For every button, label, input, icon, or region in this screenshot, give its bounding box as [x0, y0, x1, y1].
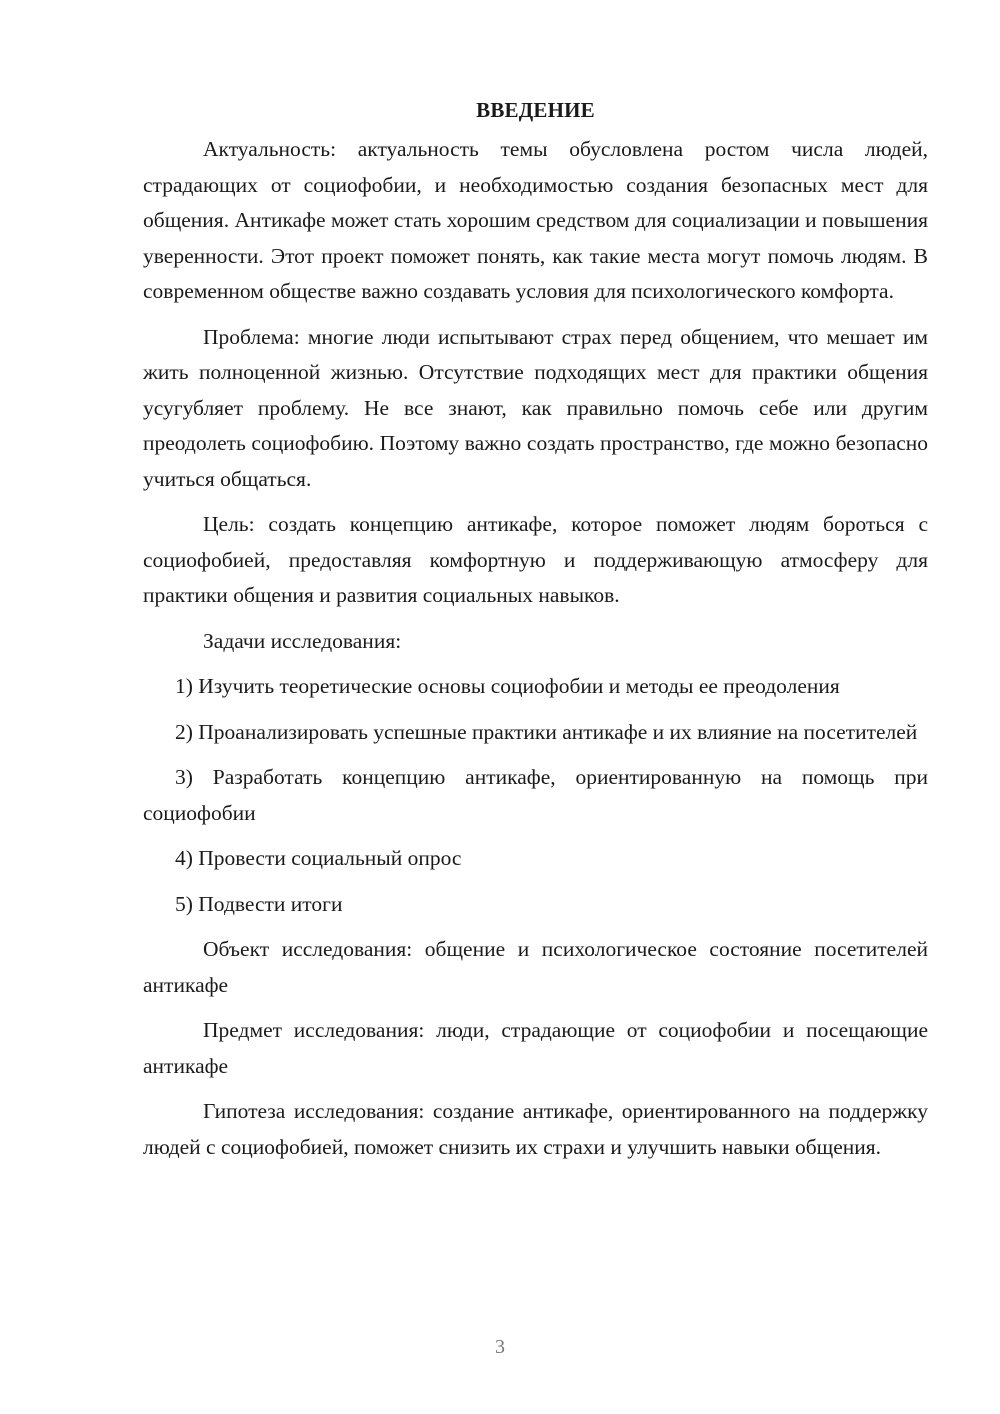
document-page: [143, 96, 928, 1165]
task-item-4: 4) Провести социальный опрос: [175, 846, 462, 870]
hypothesis-paragraph: Гипотеза исследования: создание антикафе, ориентированного на поддержку людей с социофобией, поможет снизить их страхи и улучшить навыки общения.: [143, 1099, 928, 1159]
relevance-paragraph: Актуальность: актуальность темы обусловлена ростом числа людей, страдающих от социофобии, и необходимостью создания безопасных мест для общения. Антикафе может стать хорошим средством для социализации и повышения уверенности. Этот проект поможет понять, как такие места могут помочь людям. В современном обществе важно создавать условия для психологического комфорта.: [143, 137, 928, 303]
task-item-2: 2) Проанализировать успешные практики антикафе и их влияние на посетителей: [175, 719, 918, 744]
goal-paragraph: Цель: создать концепцию антикафе, которое поможет людям бороться с социофобией, предоставляя комфортную и поддерживающую атмосферу для практики общения и развития социальных навыков.: [143, 512, 928, 607]
subject-paragraph: Предмет исследования: люди, страдающие от социофобии и посещающие антикафе: [143, 1018, 928, 1078]
tasks-heading: Задачи исследования:: [203, 628, 402, 653]
task-item-1: 1) Изучить теоретические основы социофобии и методы ее преодоления: [175, 674, 840, 698]
task-item-3: 3) Разработать концепцию антикафе, ориентированную на помощь при социофобии: [143, 765, 928, 825]
problem-paragraph: Проблема: многие люди испытывают страх перед общением, что мешает им жить полноценной жизнью. Отсутствие подходящих мест для практики общения усугубляет проблему. Не все знают, как правильно помочь себе или другим преодолеть социофобию. Поэтому важно создать пространство, где можно безопасно учиться общаться.: [143, 324, 928, 491]
page-title: ВВЕДЕНИЕ: [476, 98, 595, 122]
object-paragraph: Объект исследования: общение и психологическое состояние посетителей антикафе: [143, 937, 928, 997]
task-item-5: 5) Подвести итоги: [175, 891, 343, 916]
page-number: 3: [495, 1336, 505, 1358]
